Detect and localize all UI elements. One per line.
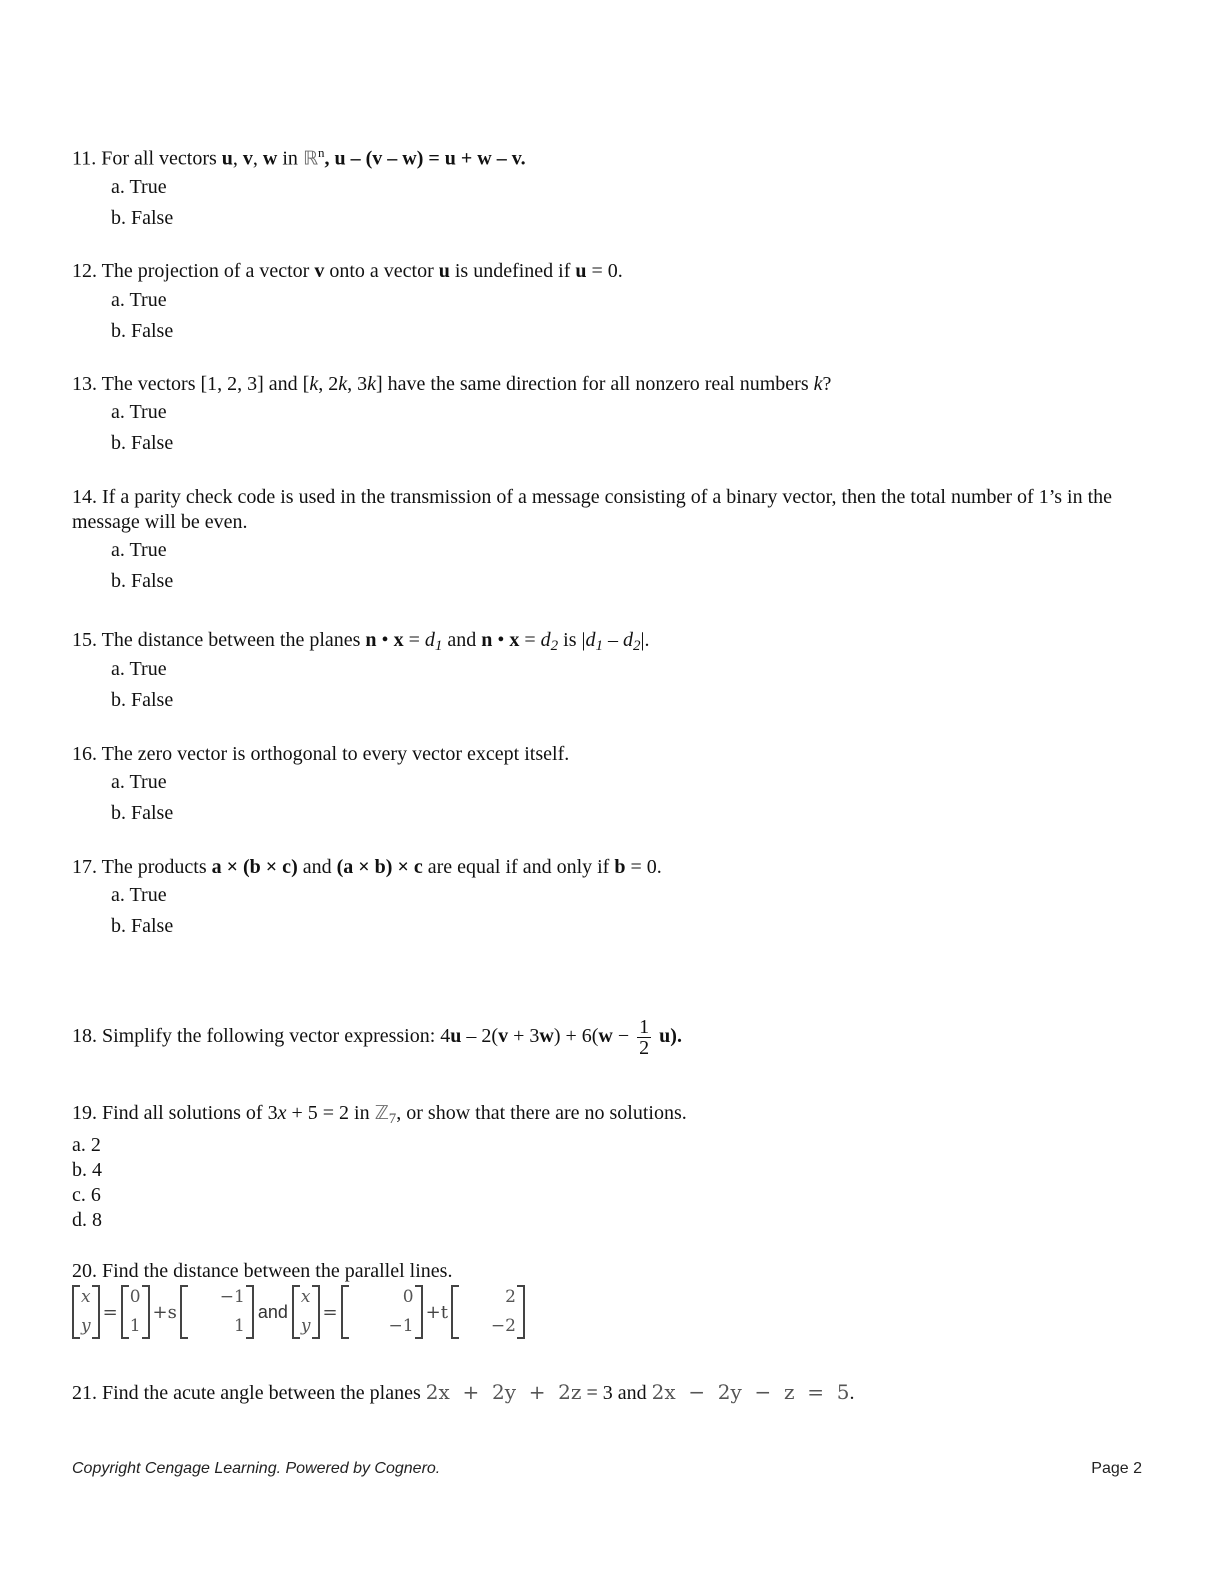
matrix-point-2: 0 −1: [341, 1285, 423, 1339]
q11-option-b[interactable]: b. False: [111, 207, 174, 229]
question-21: 21. Find the acute angle between the planes 2x + 2y + 2z = 3 and 2x − 2y − z = 5.: [72, 1380, 855, 1404]
q15-option-b[interactable]: b. False: [111, 689, 174, 711]
q12-option-a[interactable]: a. True: [111, 289, 167, 311]
question-13: 13. The vectors [1, 2, 3] and [k, 2k, 3k] have the same direction for all nonzero real numbers k?: [72, 373, 832, 395]
footer-page-number: Page 2: [1091, 1460, 1142, 1477]
footer-copyright: Copyright Cengage Learning. Powered by Cognero.: [72, 1460, 441, 1477]
matrix-direction-1: −1 1: [180, 1285, 254, 1339]
matrix-xy-1: x y: [72, 1285, 100, 1339]
integers-symbol: ℤ: [374, 1102, 389, 1124]
q11-option-a[interactable]: a. True: [111, 176, 167, 198]
question-14: 14. If a parity check code is used in the transmission of a message consisting of a binary vector, then the total number of 1’s in the message will be even.: [72, 486, 1113, 533]
matrix-xy-2: x y: [292, 1285, 320, 1339]
question-18: 18. Simplify the following vector expression: 4u – 2(v + 3w) + 6(w − $\frac{1}{2}$ u).: [72, 1015, 682, 1059]
parallel-lines-equation: x y = 0 1 +s −1 1 and x y = 0 −1 +t 2 −2: [72, 1283, 525, 1341]
q17-option-b[interactable]: b. False: [111, 915, 174, 937]
q15-option-a[interactable]: a. True: [111, 658, 167, 680]
matrix-point-1: 0 1: [121, 1285, 150, 1339]
question-19: 19. Find all solutions of 3x + 5 = 2 in ℤ$_7$, or show that there are no solutions.: [72, 1102, 687, 1127]
q16-option-b[interactable]: b. False: [111, 802, 174, 824]
question-20: 20. Find the distance between the parallel lines.: [72, 1260, 453, 1282]
q13-option-a[interactable]: a. True: [111, 401, 167, 423]
q19-option-c[interactable]: c. 6: [72, 1184, 101, 1206]
question-12: 12. The projection of a vector v onto a vector u is undefined if u = 0.: [72, 260, 623, 282]
real-numbers-symbol: ℝ: [302, 147, 318, 170]
question-17: 17. The products a × (b × c) and (a × b) × c are equal if and only if b = 0.: [72, 856, 662, 878]
q17-option-a[interactable]: a. True: [111, 884, 167, 906]
q19-option-d[interactable]: d. 8: [72, 1209, 102, 1231]
q14-option-b[interactable]: b. False: [111, 570, 174, 592]
q12-option-b[interactable]: b. False: [111, 320, 174, 342]
q19-option-a[interactable]: a. 2: [72, 1134, 101, 1156]
matrix-direction-2: 2 −2: [451, 1285, 525, 1339]
q19-option-b[interactable]: b. 4: [72, 1159, 102, 1181]
fraction-one-half: $\frac{1}{2}$: [639, 1015, 650, 1059]
q13-option-b[interactable]: b. False: [111, 432, 174, 454]
q16-option-a[interactable]: a. True: [111, 771, 167, 793]
q14-option-a[interactable]: a. True: [111, 539, 167, 561]
question-11: 11. For all vectors u, v, w in ℝ$^n$, u – (v – w) = u + w – v.: [72, 145, 526, 170]
question-15: 15. The distance between the planes n • $x = d_1$ and n • $x = d_2$ is $|d_1 - d_2|$.: [72, 629, 650, 654]
question-16: 16. The zero vector is orthogonal to every vector except itself.: [72, 743, 570, 765]
